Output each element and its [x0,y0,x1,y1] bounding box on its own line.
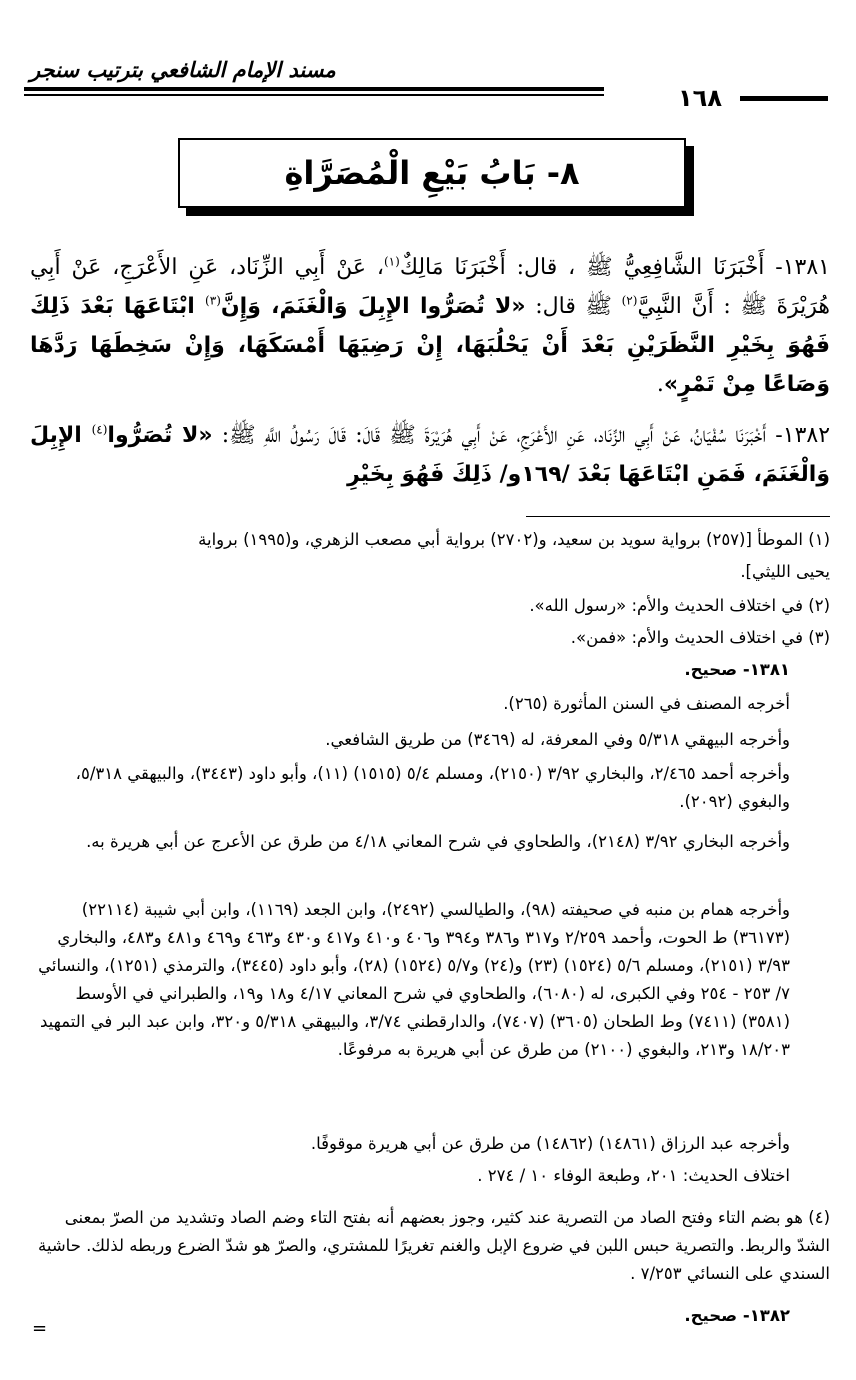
header-rule [24,87,604,91]
continuation-mark: = [32,1318,48,1339]
takhrij-7: اختلاف الحديث: ٢٠١، وطبعة الوفاء ١٠ / ٢٧٤ . [477,1166,790,1185]
takhrij-5: وأخرجه همام بن منبه في صحيفته (٩٨)، والطيالسي (٢٤٩٢)، وابن الجعد (١١٦٩)، وابن أبي شيبة (٢٢١١٤) (٣٦١٧٣) ط الحوت، وأحمد ٢/٢٥٩ و٣١٧ و٣٨٦ و٣٩٤ و٤٠٦ و٤١٠ و٤١٧ و٤٣٠ و٤٦٣ و٤٦٩ و٤٨١ و٤٨٣، والبخاري ٣/٩٣ (٢١٥١)، ومسلم ٥/٦ (١٥٢٤) (٢٣) و(٢٤) و٥/٧ (١٥٢٤) (٢٨)، وأبو داود (٣٤٤٥)، والترمذي (١٢٥١)، والنسائي ٧/ ٢٥٣ - ٢٥٤ وفي الكبرى، له (٦٠٨٠)، والطحاوي في شرح المعاني ٤/١٧ و١٨ و١٩، والطبراني في الأوسط (٣٥٨١) (٧٤١١) وط الطحان (٣٦٠٥) (٧٤٠٧)، والدارقطني ٣/٧٤، والبيهقي ٥/٣١٨ و٣٢٠، وابن عبد البر في التمهيد ١٨/٢٠٣ و٢١٣، والبغوي (٢١٠٠) من طرق عن أبي هريرة به مرفوعًا. [32,900,790,1059]
hadith-1381 [30,248,830,404]
takhrij-3: وأخرجه أحمد ٢/٤٦٥، والبخاري ٣/٩٢ (٢١٥٠)، ومسلم ٥/٤ (١٥١٥) (١١)، وأبو داود (٣٤٤٣)، والبيهقي ٥/٣١٨، والبغوي (٢٠٩٢). [70,764,790,811]
footnote-ref-3: (٣) [205,293,221,308]
chapter-title: ٨- بَابُ بَيْعِ الْمُصَرَّاةِ [284,154,580,192]
footnote-3: (٣) في اختلاف الحديث والأم: «فمن». [570,628,830,647]
footnote-1-line-1: (١) الموطأ [(٢٥٧) برواية سويد بن سعيد، و(٢٧٠٢) برواية أبي مصعب الزهري، و(١٩٩٥) برواية [198,530,830,549]
footnote-4: (٤) هو بضم التاء وفتح الصاد من التصرية عند كثير، وجوز بعضهم أنه بفتح التاء وضم الصاد وتشديد من الصرّ بمعنى الشدّ والربط. والتصرية حبس اللبن في ضروع الإبل والغنم تغريرًا للمشتري، والصرّ هو شدّ الضرع وربطه لذلك. حاشية السندي على النسائي ٧/٢٥٣ . [32,1208,830,1283]
header-rule-thin [24,94,604,96]
running-header-title: مسند الإمام الشافعي بترتيب سنجر [30,58,336,82]
page-number-rule [740,96,828,101]
takhrij-4: وأخرجه البخاري ٣/٩٢ (٢١٤٨)، والطحاوي في شرح المعاني ٤/١٨ من طرق عن الأعرج عن أبي هريرة به. [86,832,790,851]
takhrij-6: وأخرجه عبد الرزاق (١٤٨٦١) (١٤٨٦٢) من طرق عن أبي هريرة موقوفًا. [310,1134,790,1153]
footnote-ref-1: (١) [383,254,400,269]
footnote-separator [526,516,830,517]
hadith-1381-end: . [656,372,664,397]
grade-1382-text: ١٣٨٢- صحيح. [684,1306,790,1325]
footnote-1-line-2: يحيى الليثي]. [740,562,830,581]
chapter-heading-box [178,138,686,208]
takhrij-2: وأخرجه البيهقي ٥/٣١٨ وفي المعرفة، له (٣٤٦٩) من طريق الشافعي. [325,730,790,749]
footnote-ref-4: (٤) [91,422,108,437]
hadith-1381-matn: «لا تُصَرُّوا الإِبِلَ وَالْغَنَمَ، وَإِنَّ [220,294,526,319]
page-number: ١٦٨ [678,84,722,112]
footnote-2: (٢) في اختلاف الحديث والأم: «رسول الله». [529,596,830,615]
grade-1381 [30,656,790,684]
hadith-1382-isnad: ١٣٨٢- أَخْبَرَنَا سُفْيَانُ، عَنْ أَبِي الزِّنَاد، عَنِ الأَعْرَجِ، عَنْ أَبِي هُرَيْرَةَ ﷺ قَالَ: قَالَ رَسُولُ اللَّهِ ﷺ: [212,423,831,448]
hadith-1381-isnad: ١٣٨١- أَخْبَرَنَا الشَّافِعِيُّ ﷺ ، قال: أَخْبَرَنَا مَالِكٌ [399,255,830,280]
grade-1382 [30,1302,790,1330]
hadith-1381-said: ﷺ قال: [525,294,622,319]
hadith-1382-matn: «لا تُصَرُّوا [107,423,213,448]
grade-1381-text: ١٣٨١- صحيح. [684,660,790,679]
takhrij-1: أخرجه المصنف في السنن المأثورة (٢٦٥). [503,694,790,713]
footnote-ref-2: (٢) [621,293,638,308]
hadith-1382 [30,416,830,494]
hadith-1381-matn-cont: ابْتَاعَهَا بَعْدَ ذَلِكَ فَهُوَ بِخَيْرِ النَّظَرَيْنِ بَعْدَ أَنْ يَحْلُبَهَا، إِنْ رَضِيَهَا أَمْسَكَهَا، وَإِنْ سَخِطَهَا رَدَّهَا وَصَاعًا مِنْ تَمْرٍ» [30,294,830,397]
hadith-1382-matn-cont: الإِبِلَ وَالْغَنَمَ، فَمَنِ ابْتَاعَهَا بَعْدَ /١٦٩و/ ذَلِكَ فَهُوَ بِخَيْرِ [30,423,830,487]
hadith-1381-isnad-cont: ، عَنْ أَبِي الزِّنَاد، عَنِ الأَعْرَجِ، عَنْ أَبِي هُرَيْرَةَ ﷺ : أَنَّ النَّبِيَّ [30,255,831,319]
